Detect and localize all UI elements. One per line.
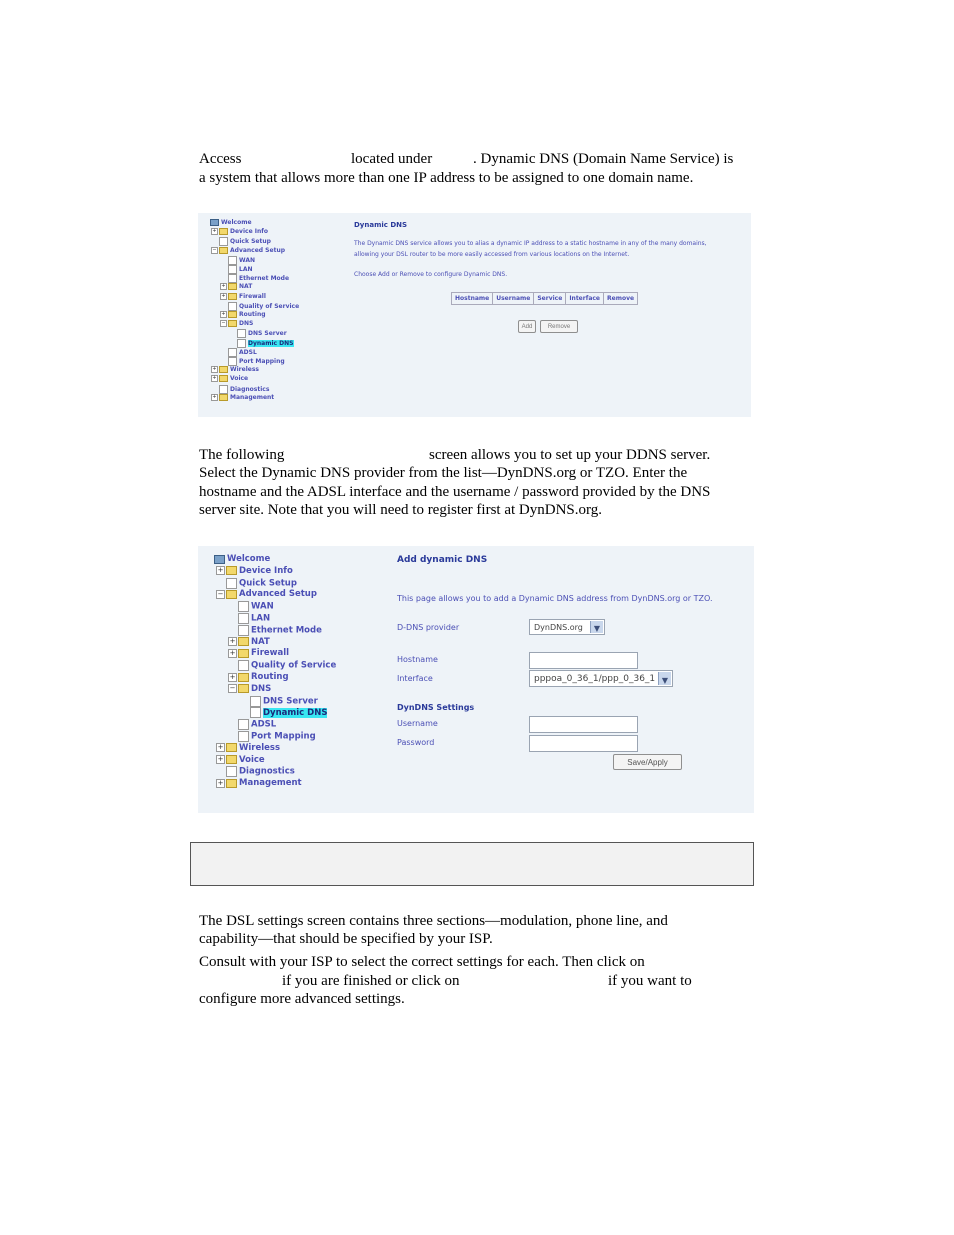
expand-icon[interactable]: + [212,393,217,400]
column-service: Service [534,293,566,305]
screenshot-add-dynamic-dns [198,546,754,813]
nav-item-label: Firewall [251,648,290,659]
page-icon [226,766,237,777]
nav-item-routing[interactable] [220,311,266,318]
nav-item-label: DNS Server [248,330,287,338]
nav-item-label: Welcome [227,554,271,564]
nav-item-lan[interactable] [228,613,270,624]
intro-text-access: Access [199,151,242,167]
nav-item-label: Ethernet Mode [251,625,322,636]
nav-item-label: Quality of Service [251,660,337,671]
intro-text-line2: a system that allows more than one IP address to be assigned to one domain name. [199,170,694,186]
folder-icon [226,566,237,575]
setup-text-line2: Select the Dynamic DNS provider from the list—DynDNS.org or TZO. Enter the [199,465,688,481]
expand-icon[interactable]: + [217,778,224,787]
column-remove: Remove [604,293,638,305]
nav-item-nat[interactable] [228,637,270,648]
expand-icon[interactable]: + [212,366,217,373]
setup-text-line4: server site. Note that you will need to register first at DynDNS.org. [199,502,602,518]
nav-item-quick-setup[interactable] [216,578,297,589]
nav-item-label: Wireless [230,366,259,374]
page-description-line2: allowing your DSL router to be more easily accessed from various locations on the Internet. [354,251,630,258]
hostname-label: Hostname [397,655,438,664]
page-icon [238,625,249,636]
nav-item-port-mapping[interactable] [228,731,316,742]
folder-icon [238,673,249,682]
nav-item-label: Routing [251,672,289,682]
page-icon [228,302,237,311]
nav-item-label: Quality of Service [239,302,300,310]
nav-item-dns[interactable] [228,684,271,695]
page-icon [228,348,237,357]
hostname-input[interactable] [529,652,638,669]
nav-item-advanced-setup[interactable] [216,589,317,600]
expand-icon[interactable]: + [221,292,226,299]
monitor-icon [210,219,219,226]
nav-item-label: Management [239,778,302,789]
add-button[interactable]: Add [518,320,536,333]
expand-icon[interactable]: + [221,283,226,290]
nav-item-label: Dynamic DNS [248,339,294,347]
collapse-icon[interactable]: − [221,320,226,327]
nav-item-ethernet-mode[interactable] [220,274,289,283]
provider-value: DynDNS.org [534,623,583,632]
nav-item-diagnostics[interactable] [216,766,295,777]
column-username: Username [493,293,534,305]
expand-icon[interactable]: + [217,566,224,575]
nav-item-quality-of-service[interactable] [228,660,336,671]
page-icon [226,578,237,589]
nav-item-label: ADSL [239,348,257,356]
page-icon [250,696,261,707]
nav-item-label: LAN [251,613,271,624]
nav-item-label: Wireless [239,742,281,753]
chevron-down-icon: ▼ [590,621,603,633]
nav-item-label: Firewall [239,292,266,300]
page-icon [219,237,228,246]
nav-item-dynamic-dns[interactable] [229,339,294,348]
consult-text-finished: if you are finished or click on [282,973,460,989]
page-icon [237,339,246,348]
expand-icon[interactable]: + [212,228,217,235]
nav-item-label: Quick Setup [239,578,297,589]
page-icon [238,613,249,624]
folder-icon [226,779,237,788]
nav-item-welcome[interactable] [204,554,270,565]
dsl-text-line2: capability—that should be specified by your ISP. [199,931,493,947]
nav-item-label: Ethernet Mode [239,275,290,283]
nav-item-firewall[interactable] [220,293,266,300]
nav-item-dynamic-dns[interactable] [240,707,327,718]
nav-item-dns[interactable] [220,320,253,327]
nav-item-nat[interactable] [220,283,252,290]
collapse-icon[interactable]: − [212,246,217,253]
column-hostname: Hostname [452,293,493,305]
folder-icon [219,228,228,235]
nav-item-label: LAN [239,266,253,273]
nav-item-management[interactable] [216,778,302,789]
nav-item-label: Voice [239,754,265,765]
nav-item-welcome[interactable] [202,219,252,226]
dsl-text-line1: The DSL settings screen contains three sections—modulation, phone line, and [199,913,668,929]
nav-item-label: Diagnostics [239,766,295,777]
nav-item-label: Port Mapping [239,358,285,365]
expand-icon[interactable]: + [217,743,224,752]
page-icon [250,707,261,718]
password-label: Password [397,738,435,747]
nav-item-label: Management [230,393,275,401]
username-label: Username [397,719,438,728]
page-icon [228,274,237,283]
folder-icon [238,684,249,693]
nav-item-label: Voice [230,375,249,383]
nav-item-label: Routing [239,311,266,318]
folder-icon [219,247,228,254]
expand-icon[interactable]: + [229,672,236,681]
nav-item-dns-server[interactable] [229,329,287,338]
column-interface: Interface [566,293,604,305]
nav-item-label: Port Mapping [251,731,316,742]
save-apply-button[interactable]: Save/Apply [613,754,682,770]
nav-item-dns-server[interactable] [240,696,318,707]
expand-icon[interactable]: + [221,311,226,317]
nav-item-adsl[interactable] [228,719,276,730]
dyndns-settings-heading: DynDNS Settings [397,703,475,712]
folder-icon [219,375,228,382]
collapse-icon[interactable]: − [217,589,224,598]
page-icon [238,719,249,730]
interface-select[interactable] [529,670,673,687]
nav-item-wireless[interactable] [216,743,280,754]
expand-icon[interactable]: + [212,375,217,382]
folder-icon [238,649,249,658]
nav-item-label: Device Info [230,228,268,236]
nav-item-wireless[interactable] [211,366,259,373]
expand-icon[interactable]: + [217,755,224,764]
collapse-icon[interactable]: − [229,684,236,693]
nav-item-routing[interactable] [228,672,289,683]
nav-item-label: Dynamic DNS [263,707,328,718]
folder-icon [228,320,237,327]
nav-item-ethernet-mode[interactable] [228,625,322,636]
remove-button[interactable]: Remove [540,320,578,333]
monitor-icon [214,555,225,564]
page-icon [228,357,237,366]
nav-item-quick-setup[interactable] [211,237,271,246]
nav-item-wan[interactable] [220,256,255,265]
nav-item-label: DNS [239,320,254,328]
nav-item-label: Welcome [221,219,252,226]
folder-icon [238,637,249,646]
nav-item-label: WAN [251,601,274,612]
nav-item-diagnostics[interactable] [211,385,269,394]
nav-item-label: NAT [251,636,270,647]
folder-icon [228,283,237,290]
setup-text-screen: screen allows you to set up your DDNS server. [429,447,711,463]
nav-item-advanced-setup[interactable] [211,247,285,254]
nav-item-adsl[interactable] [220,348,257,357]
nav-item-label: DNS [251,683,272,694]
nav-item-device-info[interactable] [211,228,268,235]
folder-icon [228,293,237,300]
nav-item-firewall[interactable] [228,648,289,659]
consult-text-line1: Consult with your ISP to select the correct settings for each. Then click on [199,954,645,970]
folder-icon [226,755,237,764]
nav-item-voice[interactable] [216,755,265,766]
consult-text-want: if you want to [608,973,692,989]
nav-item-label: ADSL [251,719,277,730]
nav-item-port-mapping[interactable] [220,357,285,366]
consult-text-line3: configure more advanced settings. [199,991,405,1007]
provider-label: D-DNS provider [397,623,460,632]
page-title: Add dynamic DNS [397,555,488,565]
interface-label: Interface [397,674,433,683]
username-input[interactable] [529,716,638,733]
page-icon [238,731,249,742]
nav-item-label: NAT [239,283,253,291]
intro-text-located: located under [351,151,433,167]
folder-icon [226,743,237,752]
page-icon [228,265,237,274]
chevron-down-icon: ▼ [658,672,671,685]
page-title: Dynamic DNS [354,221,408,229]
page-description-line1: The Dynamic DNS service allows you to alias a dynamic IP address to a static hostname in any of the many domains, [354,240,707,247]
page-icon [238,660,249,671]
folder-icon [228,311,237,318]
ddns-table [451,292,638,305]
nav-item-label: Advanced Setup [239,589,317,600]
setup-text-following: The following [199,447,285,463]
folder-icon [226,590,237,599]
page-description: This page allows you to add a Dynamic DNS address from DynDNS.org or TZO. [397,594,713,603]
expand-icon[interactable]: + [229,637,236,646]
nav-item-management[interactable] [211,394,274,401]
nav-item-device-info[interactable] [216,566,293,577]
screenshot-dynamic-dns [198,213,751,417]
nav-item-label: DNS Server [263,696,318,707]
folder-icon [219,366,228,373]
setup-text-line3: hostname and the ADSL interface and the username / password provided by the DNS [199,484,711,500]
interface-value: pppoa_0_36_1/ppp_0_36_1 [534,674,656,684]
page-icon [237,329,246,338]
nav-item-lan[interactable] [220,265,253,274]
page-instruction: Choose Add or Remove to configure Dynamic DNS. [354,271,508,278]
page-icon [228,256,237,265]
password-input[interactable] [529,735,638,752]
nav-item-label: WAN [239,256,256,264]
expand-icon[interactable]: + [229,648,236,657]
nav-item-label: Quick Setup [230,238,271,246]
nav-item-quality-of-service[interactable] [220,302,299,311]
nav-item-label: Diagnostics [230,385,270,393]
page-icon [219,385,228,394]
intro-text-dns: . Dynamic DNS (Domain Name Service) is [473,151,734,167]
nav-item-label: Device Info [239,565,293,576]
section-heading-box [190,842,754,886]
nav-item-wan[interactable] [228,601,274,612]
folder-icon [219,394,228,401]
provider-select[interactable] [529,619,605,635]
nav-item-voice[interactable] [211,375,248,382]
nav-item-label: Advanced Setup [230,246,286,254]
page-icon [238,601,249,612]
